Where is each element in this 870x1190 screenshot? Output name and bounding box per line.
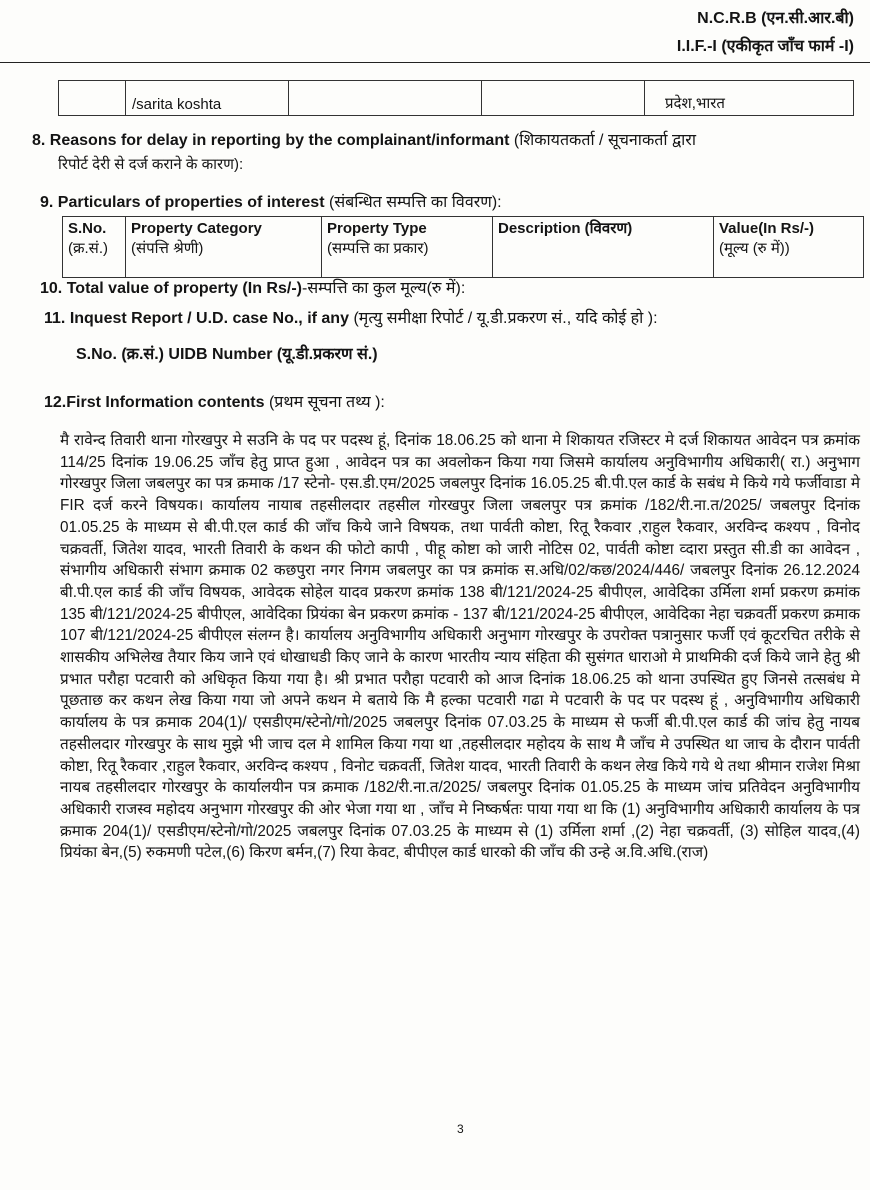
item-10-heading: 10. Total value of property (In Rs/-)-सम्पत्ति का कुल मूल्य(रु में): — [40, 280, 466, 297]
table-row — [59, 81, 854, 116]
properties-table — [62, 216, 864, 278]
column-description: Description (विवरण) — [493, 217, 714, 278]
header-divider — [0, 62, 870, 63]
item-12-heading: 12.First Information contents (प्रथम सूचना तथ्य ): — [44, 394, 385, 411]
page-number: 3 — [457, 1122, 464, 1136]
column-value: Value(In Rs/-) (मूल्य (रु में)) — [714, 217, 864, 278]
form-header-ncrb: N.C.R.B (एन.सी.आर.बी) — [697, 10, 854, 27]
form-header-iif: I.I.F.-I (एकीकृत जाँच फार्म -I) — [676, 38, 854, 55]
place-cell: प्रदेश,भारत — [645, 81, 854, 116]
column-property-category: Property Category (संपत्ति श्रेणी) — [126, 217, 322, 278]
item-11-heading: 11. Inquest Report / U.D. case No., if any (मृत्यु समीक्षा रिपोर्ट / यू.डी.प्रकरण सं., यदि कोई हो ): — [44, 310, 658, 327]
column-sno: S.No. (क्र.सं.) — [63, 217, 126, 278]
complainant-name-cell: /sarita koshta — [126, 81, 289, 116]
item-9-heading: 9. Particulars of properties of interest (संबन्धित सम्पत्ति का विवरण): — [40, 194, 502, 211]
table-row — [63, 217, 864, 278]
previous-section-table — [58, 80, 854, 116]
first-information-text: मै रावेन्द तिवारी थाना गोरखपुर मे सउनि के पद पर पदस्थ हूं, दिनांक 18.06.25 को थाना मे शिकायत रजिस्टर मे दर्ज शिकायत आवेदन पत्र क्रमांक 114/25 दिनांक 19.06.25 जाँच हेतु प्राप्त हुआ , आवेदन पत्र का अवलोकन किया गया जिसमे कार्यालय अनुविभागीय अधिकारी( रा.) अनुभाग गोरखपुर जिला जबलपुर का पत्र क्रमाक /17 स्टेनो- एस.डी.एम/2025 जबलपुर दिनांक 16.05.25 बी.पी.एल कार्ड के सबंध मे किये गये फर्जीवाडा मे FIR दर्ज करने विषयक। कार्यालय नायाब तहसीलदार तहसील गोरखपुर जिला जबलपुर पत्र क्रमांक /182/री.ना.त/2025/ जबलपुर दिनांक 01.05.25 के माध्यम से बी.पी.एल कार्ड की जाँच किये जाने विषयक, तथा पार्वती कोष्टा, रितू रैकवार ,राहुल रैकवार, अरविन्द कश्यप , विनोद चक्रवर्ती, जितेश यादव, भारती तिवारी के कथन की फोटो कापी , पीहू कोष्टा को जारी नोटिस 02, पार्वती कोष्टा व्दारा प्रस्तुत सी.डी का आवेदन , संभागीय अधिकारी संभाग क्रमाक 02 कछपुरा नगर निगम जबलपुर का पत्र क्रमांक स.अधि/02/कछ/2024/446/ जबलपुर दिनांक 26.12.2024 बी.पी.एल कार्ड की जाँच विषयक, आवेदक सोहेल यादव प्रकरण क्रमांक 138 बी/121/2024-25 बीपीएल, आवेदिका उर्मिला शर्मा प्रकरण क्रमांक 135 बी/121/2024-25 बीपीएल, आवेदिका प्रियंका बेन प्रकरण क्रमांक - 137 बी/121/2024-25 बीपीएल, आवेदिका नेहा चक्रवर्ती प्रकरण क्रमाक 107 बी/121/2024-25 बीपीएल संलग्न है। कार्यालय अनुविभागीय अधिकारी अनुभाग गोरखपुर के उपरोक्त पत्रानुसार फर्जी एवं कूटरचित तरीके से शासकीय अभिलेख तैयार किय जाने एवं धोखाधडी किए जाने के कारण भारतीय न्याय संहिता की सुसंगत धाराओ मे प्राथमिकी दर्ज किये जाने हेतु श्री प्रभात परौहा पटवारी को अधिकृत किया गया है। श्री प्रभात परौहा पटवारी को आज दिनांक 18.06.25 को थाना उपस्थित हुए जिनसे तत्सबंध मे पूछताछ कर कथन लेख किया गया जो अपने कथन मे बताये कि मै हल्का पटवारी गढा मे पटवारी के पद पर पदस्थ हूं , अनुविभागीय अधिकारी कार्यालय के पत्र क्रमाक 204(1)/ एसडीएम/स्टेनो/गो/2025 जबलपुर दिनांक 07.03.25 के माध्यम से फर्जी बी.पी.एल कार्ड की जांच हेतु नायब तहसीलदार गोरखपुर के साथ मुझे भी जाच दल मे शामिल किया गया था ,तहसीलदार महोदय के साथ मै जाँच मे उपस्थित था जाच के दौरान पार्वती कोष्टा, रितू रैकवार ,राहुल रैकवार, अरविन्द कश्यप , विनोट चक्रवर्ती, जितेश यादव, भारती तिवारी के कथन लेख किये गये थे तथा श्रीमान राजेश मिश्रा नायब तहसीलदार गोरखपुर के कार्यालयीन पत्र क्रमाक /182/री.ना.त/2025/ जबलपुर दिनांक 01.05.25 के माध्यम जांच प्रतिवेदन अनुविभागीय अधिकारी राजस्व महोदय अनुभाग गोरखपुर की ओर भेजा गया था , जाँच मे निष्कर्षतः पाया गया था कि (1) अनुविभागीय अधिकारी कार्यालय के पत्र क्रमाक 204(1)/ एसडीएम/स्टेनो/गो/2025 जबलपुर दिनांक 07.03.25 के माध्यम से (1) उर्मिला शर्मा ,(2) नेहा चक्रवर्ती, (3) सोहिल यादव,(4) प्रियंका बेन,(5) रुकमणी पटेल,(6) किरण बर्मन,(7) रिया केवट, बीपीएल कार्ड धारको की जाँच की उन्हे अ.वि.अधि.(राज) — [60, 432, 860, 862]
column-property-type: Property Type (सम्पत्ति का प्रकार) — [322, 217, 493, 278]
item-8-heading: 8. Reasons for delay in reporting by the complainant/informant (शिकायतकर्ता / सूचनाकर्ता द्वारा — [32, 132, 696, 149]
item-8-subline: रिपोर्ट देरी से दर्ज कराने के कारण): — [58, 156, 244, 173]
item-11-uidb-label: S.No. (क्र.सं.) UIDB Number (यू.डी.प्रकरण सं.) — [76, 346, 378, 363]
